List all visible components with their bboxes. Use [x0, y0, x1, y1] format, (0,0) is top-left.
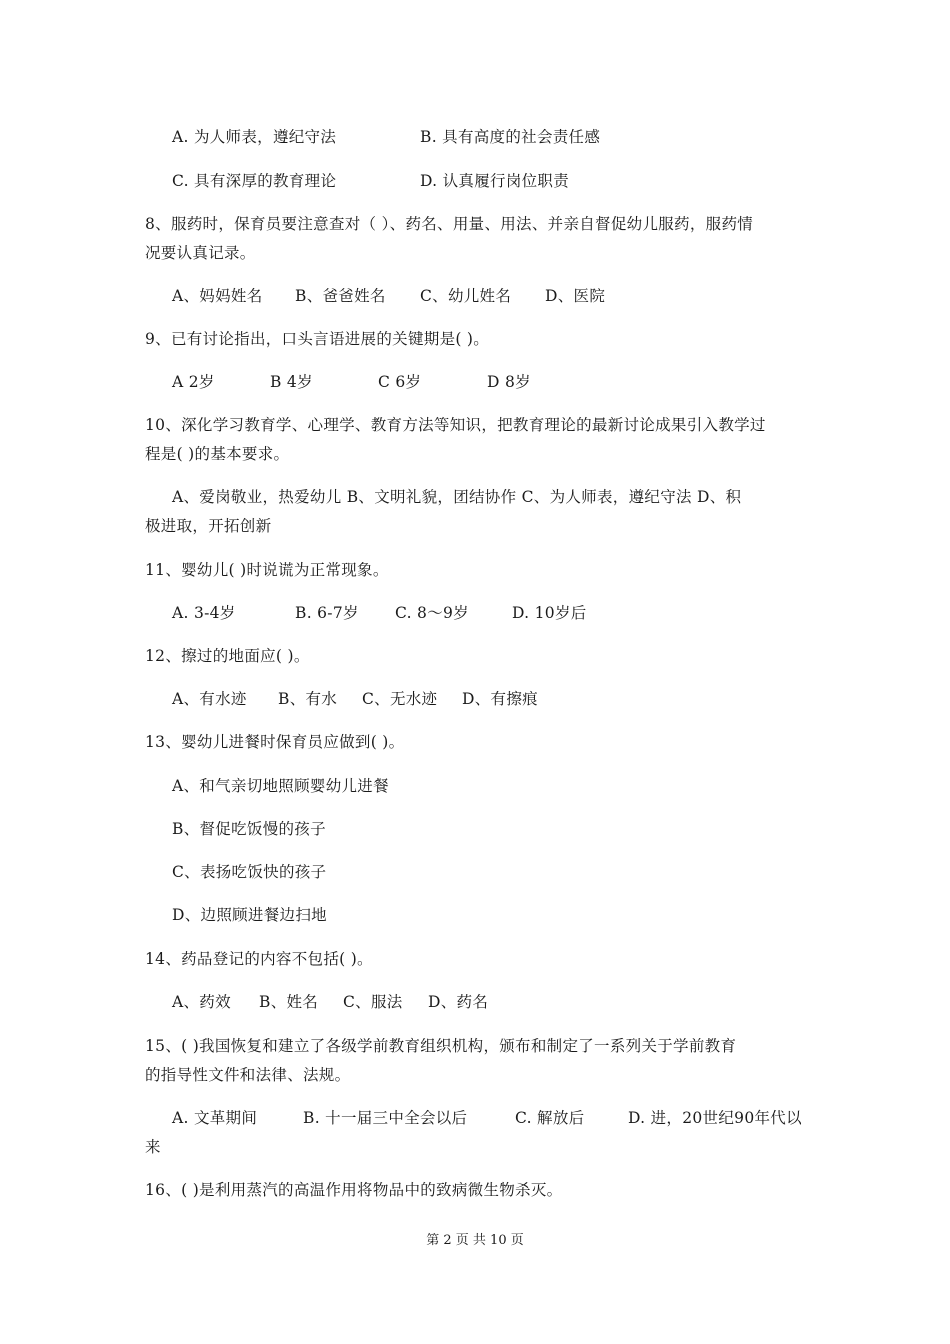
q9-option-a: A 2岁	[172, 373, 215, 391]
q8-option-a: A、妈妈姓名	[172, 287, 263, 305]
q15-option-b: B. 十一届三中全会以后	[303, 1109, 468, 1127]
q11-stem: 11、婴幼儿( )时说谎为正常现象。	[145, 561, 389, 579]
q9-option-c: C 6岁	[378, 373, 422, 391]
q10-options-line1: A、爱岗敬业，热爱幼儿 B、文明礼貌，团结协作 C、为人师表，遵纪守法 D、积	[172, 488, 742, 506]
q14-stem: 14、药品登记的内容不包括( )。	[145, 950, 373, 968]
q10-options-line2: 极进取，开拓创新	[145, 517, 272, 535]
q8-option-d: D、医院	[545, 287, 606, 305]
q15-option-c: C. 解放后	[515, 1109, 585, 1127]
q12-option-d: D、有擦痕	[462, 690, 538, 708]
q14-option-b: B、姓名	[259, 993, 319, 1011]
q15-stem-line1: 15、( )我国恢复和建立了各级学前教育组织机构，颁布和制定了一系列关于学前教育	[145, 1037, 737, 1055]
q16-stem: 16、( )是利用蒸汽的高温作用将物品中的致病微生物杀灭。	[145, 1181, 563, 1199]
q8-stem-line2: 况要认真记录。	[145, 244, 256, 262]
q7-option-d: D. 认真履行岗位职责	[420, 172, 570, 190]
q13-option-d: D、边照顾进餐边扫地	[172, 906, 327, 924]
q7-option-b: B. 具有高度的社会责任感	[420, 128, 601, 146]
q13-option-c: C、表扬吃饭快的孩子	[172, 863, 327, 881]
q15-options-line2: 来	[145, 1138, 161, 1156]
q12-option-c: C、无水迹	[362, 690, 438, 708]
q9-stem: 9、已有讨论指出，口头言语进展的关键期是( )。	[145, 330, 490, 348]
q13-option-b: B、督促吃饭慢的孩子	[172, 820, 326, 838]
q12-option-b: B、有水	[278, 690, 338, 708]
q11-option-d: D. 10岁后	[512, 604, 587, 622]
q7-option-a: A. 为人师表，遵纪守法	[172, 128, 337, 146]
q10-stem-line2: 程是( )的基本要求。	[145, 445, 290, 463]
q11-option-c: C. 8～9岁	[395, 604, 469, 622]
q13-stem: 13、婴幼儿进餐时保育员应做到( )。	[145, 733, 405, 751]
q7-option-c: C. 具有深厚的教育理论	[172, 172, 337, 190]
q9-option-b: B 4岁	[270, 373, 313, 391]
q13-option-a: A、和气亲切地照顾婴幼儿进餐	[172, 777, 389, 795]
q12-option-a: A、有水迹	[172, 690, 247, 708]
page-footer: 第 2 页 共 10 页	[426, 1233, 524, 1248]
q14-option-d: D、药名	[428, 993, 489, 1011]
q11-option-b: B. 6-7岁	[295, 604, 359, 622]
q8-stem-line1: 8、服药时，保育员要注意查对（ ）、药名、用量、用法、并亲自督促幼儿服药，服药情	[145, 215, 754, 233]
q12-stem: 12、擦过的地面应( )。	[145, 647, 310, 665]
q9-option-d: D 8岁	[487, 373, 531, 391]
q14-option-a: A、药效	[172, 993, 231, 1011]
q8-option-c: C、幼儿姓名	[420, 287, 512, 305]
q15-option-a: A. 文革期间	[172, 1109, 258, 1127]
q15-option-d: D. 进，20世纪90年代以	[628, 1109, 802, 1127]
q8-option-b: B、爸爸姓名	[295, 287, 386, 305]
q10-stem-line1: 10、深化学习教育学、心理学、教育方法等知识，把教育理论的最新讨论成果引入教学过	[145, 416, 766, 434]
q11-option-a: A. 3-4岁	[172, 604, 236, 622]
q14-option-c: C、服法	[343, 993, 403, 1011]
q15-stem-line2: 的指导性文件和法律、法规。	[145, 1066, 351, 1084]
